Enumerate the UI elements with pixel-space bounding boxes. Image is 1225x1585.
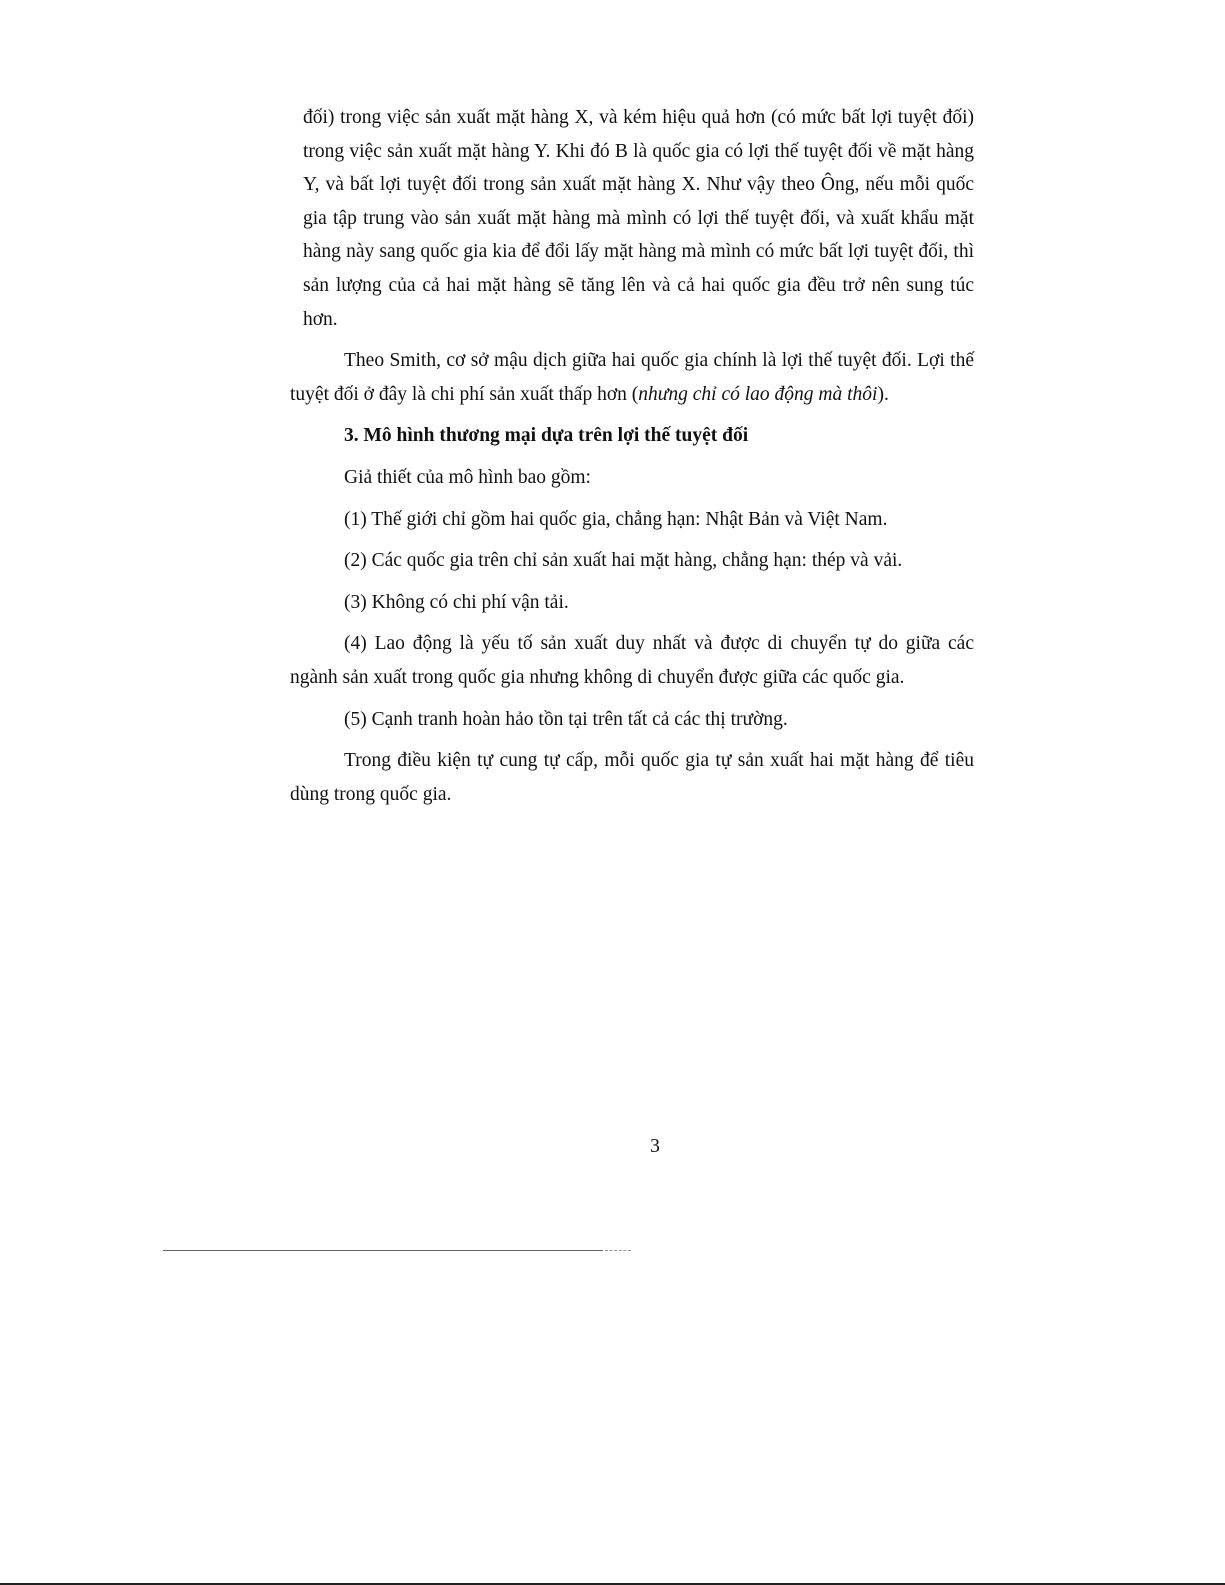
assumption-item-4: (4) Lao động là yếu tố sản xuất duy nhất và được di chuyển tự do giữa các ngành sản xuất trong quốc gia nhưng không di chuyển được giữa các quốc gia.: [290, 633, 974, 688]
paragraph-smith-italic-note: nhưng chỉ có lao động mà thôi: [638, 383, 878, 405]
paragraph-assumptions-intro: Giả thiết của mô hình bao gồm:: [344, 466, 591, 488]
paragraph-smith-end: ).: [877, 383, 889, 405]
page-body: [290, 101, 974, 819]
section-heading: 3. Mô hình thương mại dựa trên lợi thế tuyệt đối: [344, 425, 749, 447]
paragraph-smith-trade-basis: [290, 344, 974, 411]
assumption-item-5: (5) Cạnh tranh hoàn hảo tồn tại trên tất cả các thị trường.: [344, 708, 788, 730]
footnote-separator-tail: [605, 1250, 631, 1251]
footnote-separator: [163, 1250, 603, 1251]
paragraph-absolute-advantage-continuation: đối) trong việc sản xuất mặt hàng X, và kém hiệu quả hơn (có mức bất lợi tuyệt đối) trong việc sản xuất mặt hàng Y. Khi đó B là quốc gia có lợi thế tuyệt đối về mặt hàng Y, và bất lợi tuyệt đối trong sản xuất mặt hàng X. Như vậy theo Ông, nếu mỗi quốc gia tập trung vào sản xuất mặt hàng mà mình có lợi thế tuyệt đối, và xuất khẩu mặt hàng này sang quốc gia kia để đổi lấy mặt hàng mà mình có mức bất lợi tuyệt đối, thì sản lượng của cả hai mặt hàng sẽ tăng lên và cả hai quốc gia đều trở nên sung túc hơn.: [303, 107, 974, 330]
assumption-item-3: (3) Không có chi phí vận tải.: [344, 591, 569, 613]
assumption-item-1: (1) Thế giới chỉ gồm hai quốc gia, chẳng hạn: Nhật Bản và Việt Nam.: [344, 508, 888, 530]
paragraph-smith-text: Theo Smith, cơ sở mậu dịch giữa hai quốc gia chính là lợi thế tuyệt đối. Lợi thế tuyệt đối ở đây là chi phí sản xuất thấp hơn (: [290, 350, 974, 405]
page-number: 3: [650, 1136, 660, 1157]
paragraph-autarky: Trong điều kiện tự cung tự cấp, mỗi quốc gia tự sản xuất hai mặt hàng để tiêu dùng trong quốc gia.: [290, 750, 974, 805]
assumption-item-2: (2) Các quốc gia trên chỉ sản xuất hai mặt hàng, chẳng hạn: thép và vải.: [344, 550, 903, 572]
